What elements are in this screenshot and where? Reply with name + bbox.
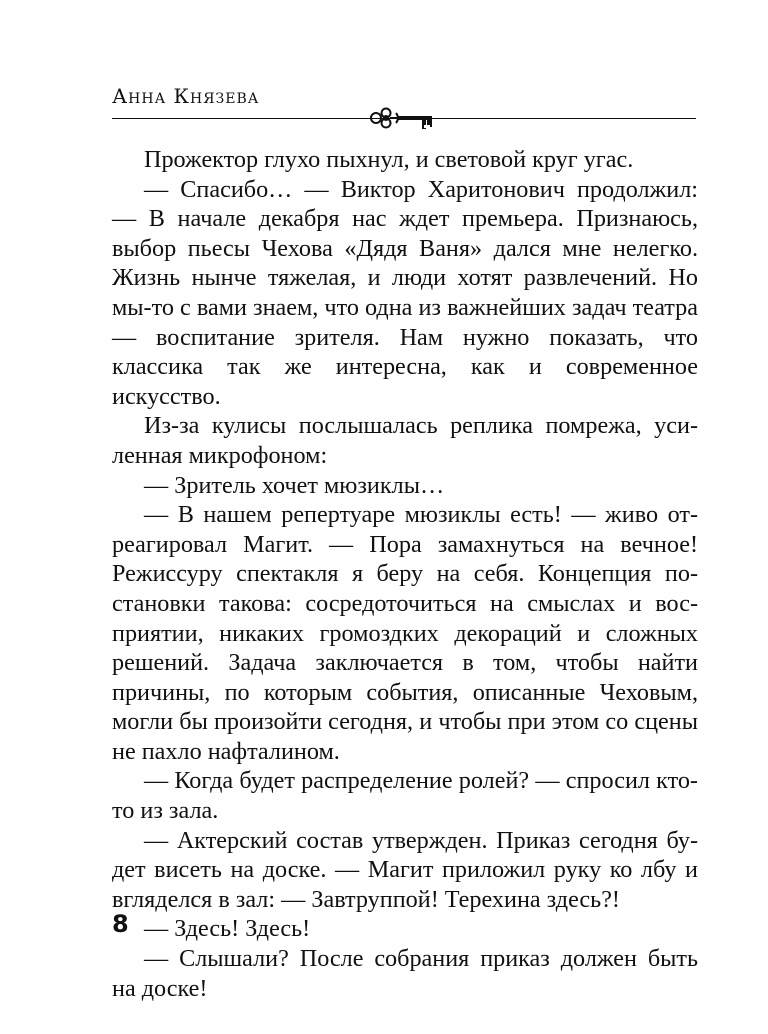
paragraph: Прожектор глухо пыхнул, и световой круг угас. — [144, 146, 634, 173]
paragraph: — Слышали? После собрания приказ должен быть на доске! — [112, 945, 698, 1002]
page-number: 8 — [112, 910, 129, 938]
key-ornament-icon — [366, 103, 446, 133]
paragraph: — Когда будет распределение ролей? — спросил кто-то из зала. — [112, 767, 698, 825]
running-head-author: Анна Князева — [112, 84, 260, 108]
paragraph: — В нашем репертуаре мюзиклы есть! — живо отреагировал Магит. — Пора замахнуться на вечное! Режиссуру спектакля я беру на себя. Концепция постановки такова: сосредоточиться на смыслах и восприятии, никаких громоздких декораций и сложных решений. Задача заключается в том, чтобы найти причины, по которым события, описанные Чеховым, могли бы произойти сегодня, и чтобы при этом со сцены не пахло нафталином. — [112, 501, 698, 765]
paragraph: — Спасибо… — Виктор Харитонович продолжил: — В начале декабря нас ждет премьера. Признаюсь, выбор пьесы Чехова «Дядя Ваня» дался мне нелегко. Жизнь нынче тяжелая, и люди хотят развлечений. Но мы-то с вами знаем, что одна из важнейших задач театра — воспитание зрителя. Нам нужно показать, что классика так же интересна, как и современное искусство. — [112, 175, 698, 410]
paragraph: — Здесь! Здесь! — [144, 915, 311, 943]
paragraph: Из-за кулисы послышалась реплика помрежа, усиленная микрофоном: — [112, 412, 698, 469]
paragraph: — Зритель хочет мюзиклы… — [144, 471, 445, 499]
header-rule-left — [112, 118, 262, 119]
header-rule-right — [262, 118, 696, 119]
paragraph: — Актерский состав утвержден. Приказ сегодня будет висеть на доске. — Магит приложил руку ко лбу и вгляделся в зал: — Завтруппой! Терехина здесь?! — [112, 826, 698, 913]
body-text — [112, 145, 698, 1003]
